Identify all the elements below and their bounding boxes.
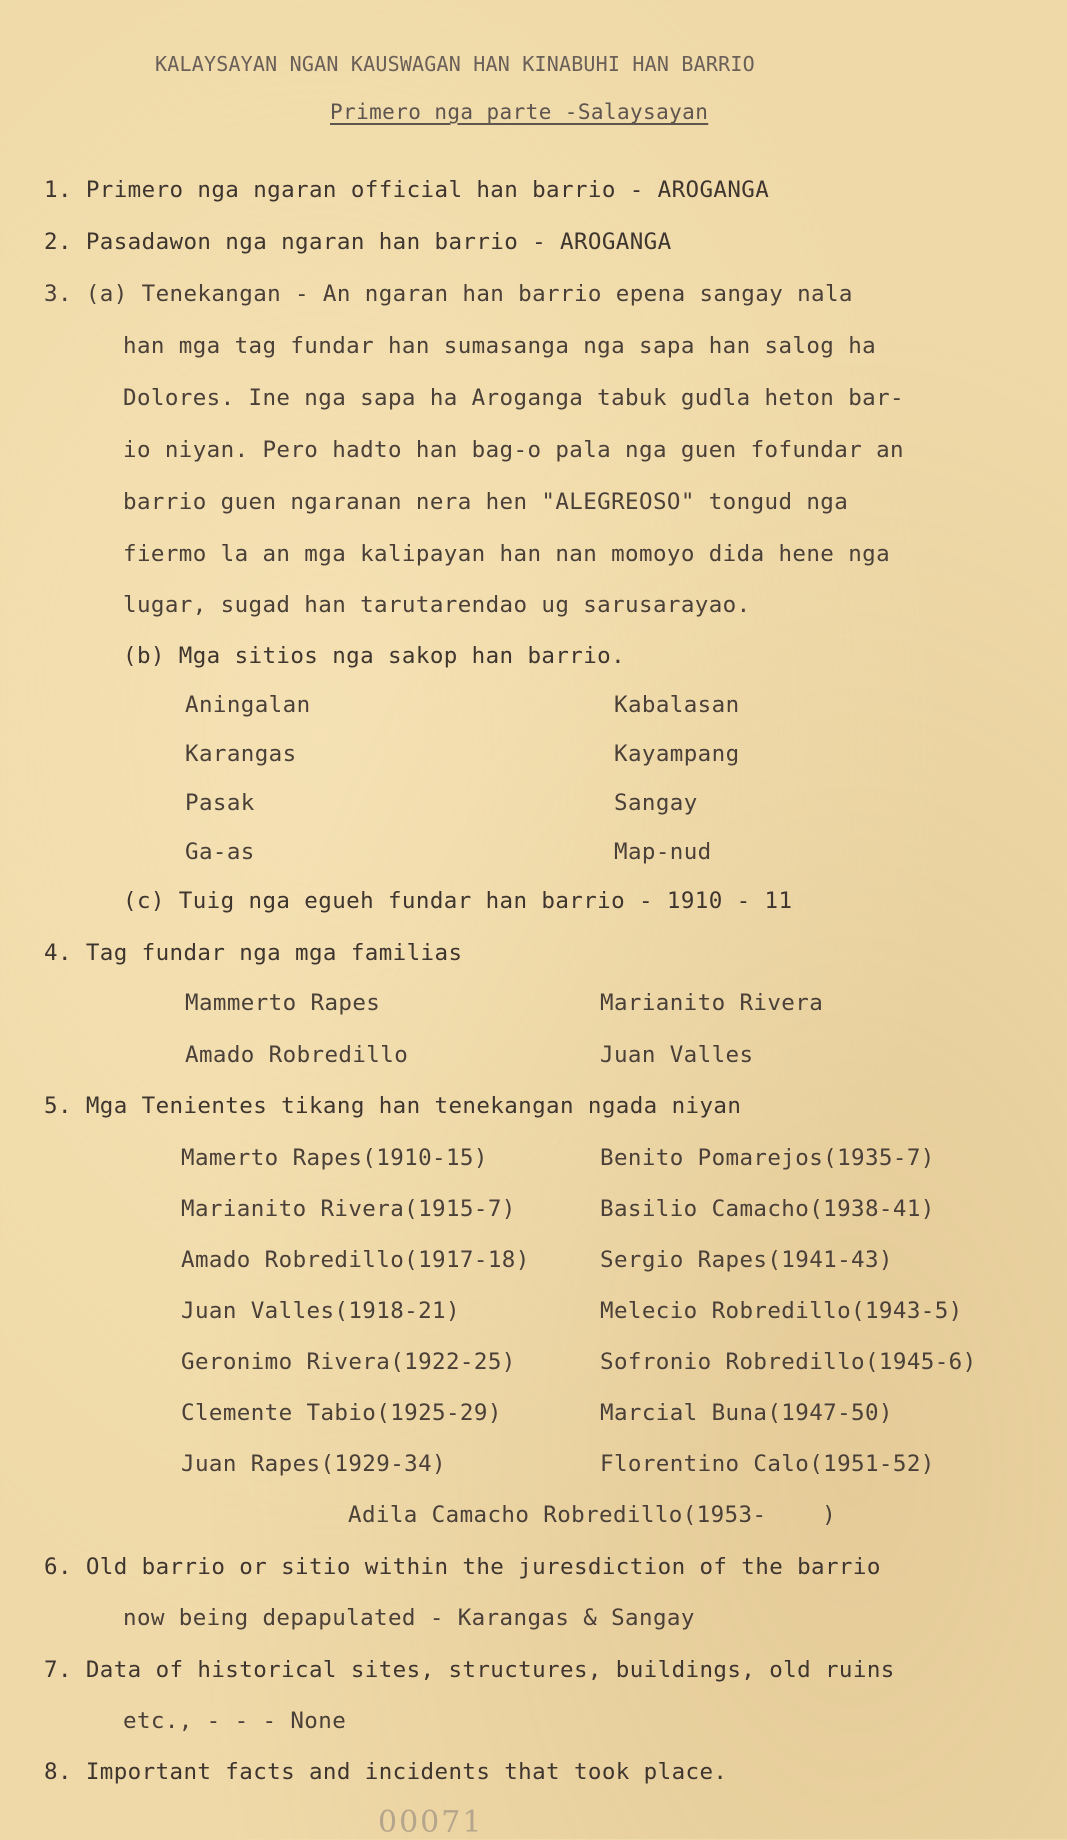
sitio-name: Sangay: [614, 790, 698, 816]
teniente-entry: Juan Valles(1918-21): [181, 1298, 460, 1324]
teniente-entry: Sergio Rapes(1941-43): [600, 1247, 893, 1273]
founder-name: Juan Valles: [600, 1042, 754, 1068]
paragraph-line: barrio guen ngaranan nera hen "ALEGREOSO" tongud nga: [123, 489, 849, 515]
paragraph-line: Dolores. Ine nga sapa ha Aroganga tabuk gudla heton bar-: [123, 385, 904, 411]
founder-name: Amado Robredillo: [185, 1042, 409, 1068]
paragraph-line: 3. (a) Tenekangan - An ngaran han barrio epena sangay nala: [44, 281, 853, 307]
teniente-entry: Marcial Buna(1947-50): [600, 1400, 893, 1426]
item-3c-founding-year: (c) Tuig nga egueh fundar han barrio - 1910 - 11: [123, 888, 793, 914]
teniente-entry: Basilio Camacho(1938-41): [600, 1196, 935, 1222]
teniente-entry: Amado Robredillo(1917-18): [181, 1247, 530, 1273]
teniente-entry: Benito Pomarejos(1935-7): [600, 1145, 935, 1171]
teniente-entry: Clemente Tabio(1925-29): [181, 1400, 502, 1426]
teniente-entry: Sofronio Robredillo(1945-6): [600, 1349, 977, 1375]
document-title: KALAYSAYAN NGAN KAUSWAGAN HAN KINABUHI HAN BARRIO: [155, 52, 755, 76]
sitio-name: Pasak: [185, 790, 255, 816]
sitio-name: Kayampang: [614, 741, 740, 767]
paragraph-line: 6. Old barrio or sitio within the juresdiction of the barrio: [44, 1554, 881, 1580]
sitio-name: Karangas: [185, 741, 297, 767]
page-number-stamp: 00071: [378, 1805, 484, 1840]
item-1-official-name: 1. Primero nga ngaran official han barrio - AROGANGA: [44, 177, 770, 203]
document-subtitle: Primero nga parte -Salaysayan: [330, 100, 709, 124]
item-8-important-facts: 8. Important facts and incidents that took place.: [44, 1759, 728, 1785]
item-4-founders-label: 4. Tag fundar nga mga familias: [44, 940, 463, 966]
teniente-entry: Geronimo Rivera(1922-25): [181, 1349, 516, 1375]
paragraph-line: etc., - - - None: [123, 1708, 347, 1734]
sitio-name: Ga-as: [185, 839, 255, 865]
sitio-name: Kabalasan: [614, 692, 740, 718]
sitio-name: Aningalan: [185, 692, 311, 718]
paragraph-line: io niyan. Pero hadto han bag-o pala nga guen fofundar an: [123, 437, 904, 463]
teniente-entry: Florentino Calo(1951-52): [600, 1451, 935, 1477]
item-3b-sitios-label: (b) Mga sitios nga sakop han barrio.: [123, 643, 626, 669]
paragraph-line: lugar, sugad han tarutarendao ug sarusarayao.: [123, 592, 751, 618]
item-2-former-name: 2. Pasadawon nga ngaran han barrio - AROGANGA: [44, 229, 672, 255]
founder-name: Marianito Rivera: [600, 990, 824, 1016]
teniente-entry: Adila Camacho Robredillo(1953- ): [348, 1502, 837, 1528]
founder-name: Mammerto Rapes: [185, 990, 381, 1016]
paragraph-line: fiermo la an mga kalipayan han nan momoyo dida hene nga: [123, 541, 891, 567]
teniente-entry: Melecio Robredillo(1943-5): [600, 1298, 963, 1324]
teniente-entry: Mamerto Rapes(1910-15): [181, 1145, 488, 1171]
paragraph-line: now being depapulated - Karangas & Sangay: [123, 1605, 695, 1631]
sitio-name: Map-nud: [614, 839, 712, 865]
paragraph-line: 7. Data of historical sites, structures, buildings, old ruins: [44, 1657, 895, 1683]
paragraph-line: han mga tag fundar han sumasanga nga sapa han salog ha: [123, 333, 877, 359]
teniente-entry: Juan Rapes(1929-34): [181, 1451, 446, 1477]
item-5-tenientes-label: 5. Mga Tenientes tikang han tenekangan ngada niyan: [44, 1093, 742, 1119]
teniente-entry: Marianito Rivera(1915-7): [181, 1196, 516, 1222]
